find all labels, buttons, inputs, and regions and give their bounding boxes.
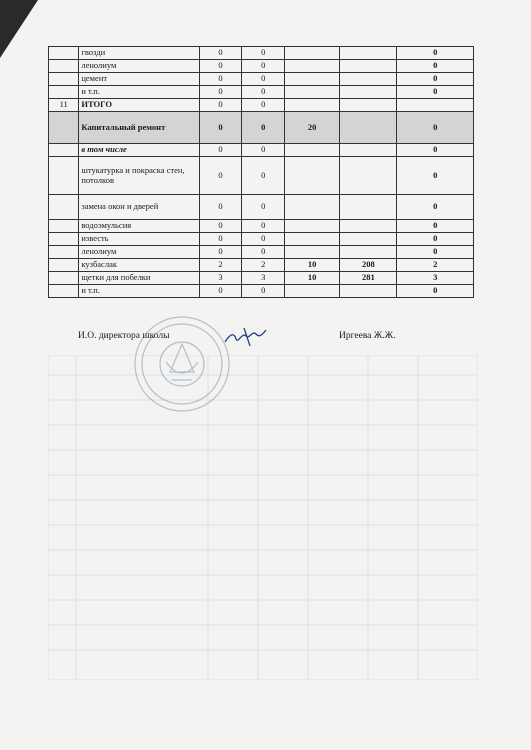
value-d-cell: 281 [340,272,397,285]
value-d-cell [340,246,397,259]
value-c-cell [285,86,340,99]
item-name-cell: ленолиум [79,60,199,73]
value-a-cell: 0 [199,86,242,99]
table-body [49,47,474,298]
row-number-cell [49,220,79,233]
value-e-cell [397,99,474,112]
value-a-cell: 0 [199,47,242,60]
value-a-cell: 0 [199,195,242,220]
row-number-cell [49,144,79,157]
value-a-cell: 0 [199,73,242,86]
item-name-cell: в том числе [79,144,199,157]
value-e-cell: 0 [397,73,474,86]
value-b-cell: 0 [242,60,285,73]
row-number-cell [49,259,79,272]
value-b-cell: 3 [242,272,285,285]
value-d-cell [340,220,397,233]
value-e-cell: 0 [397,246,474,259]
table-row [49,112,474,144]
item-name-cell: Капитальный ремонт [79,112,199,144]
value-b-cell: 0 [242,86,285,99]
item-name-cell: замена окон и дверей [79,195,199,220]
table-row [49,220,474,233]
row-number-cell [49,86,79,99]
row-number-cell [49,73,79,86]
table-row [49,144,474,157]
value-b-cell: 0 [242,99,285,112]
value-c-cell [285,73,340,86]
value-d-cell [340,233,397,246]
value-c-cell [285,246,340,259]
table-row [49,60,474,73]
value-a-cell: 0 [199,144,242,157]
value-d-cell [340,144,397,157]
value-a-cell: 0 [199,99,242,112]
row-number-cell [49,246,79,259]
row-number-cell [49,195,79,220]
value-a-cell: 0 [199,157,242,195]
value-a-cell: 3 [199,272,242,285]
value-c-cell [285,233,340,246]
value-d-cell [340,157,397,195]
value-e-cell: 0 [397,86,474,99]
table-row [49,86,474,99]
value-d-cell [340,73,397,86]
table-row [49,259,474,272]
value-c-cell [285,99,340,112]
item-name-cell: и т.п. [79,285,199,298]
table-row [49,99,474,112]
value-e-cell: 0 [397,144,474,157]
bleed-through-table [48,355,478,680]
value-d-cell [340,60,397,73]
value-b-cell: 0 [242,246,285,259]
row-number-cell [49,272,79,285]
value-d-cell [340,99,397,112]
value-e-cell: 0 [397,47,474,60]
value-a-cell: 0 [199,112,242,144]
value-b-cell: 0 [242,233,285,246]
handwritten-signature [222,324,270,350]
table-row [49,285,474,298]
value-c-cell [285,60,340,73]
materials-table [48,46,474,298]
value-a-cell: 0 [199,233,242,246]
value-c-cell [285,285,340,298]
table-row [49,272,474,285]
row-number-cell [49,285,79,298]
signatory-position: И.О. директора школы [78,331,170,341]
row-number-cell [49,60,79,73]
value-b-cell: 0 [242,285,285,298]
table-row [49,47,474,60]
value-d-cell: 208 [340,259,397,272]
value-c-cell: 20 [285,112,340,144]
value-e-cell: 0 [397,233,474,246]
value-b-cell: 0 [242,220,285,233]
item-name-cell: штукатурка и покраска стен, потолков [79,157,199,195]
value-d-cell [340,112,397,144]
value-c-cell [285,144,340,157]
value-c-cell [285,195,340,220]
value-c-cell: 10 [285,272,340,285]
table-row [49,233,474,246]
official-seal [132,314,232,414]
value-b-cell: 0 [242,195,285,220]
value-a-cell: 0 [199,220,242,233]
row-number-cell [49,157,79,195]
item-name-cell: ленолиум [79,246,199,259]
row-number-cell: 11 [49,99,79,112]
value-b-cell: 0 [242,47,285,60]
item-name-cell: гвозди [79,47,199,60]
value-c-cell: 10 [285,259,340,272]
value-d-cell [340,195,397,220]
table-row [49,246,474,259]
folded-corner [0,0,38,58]
value-c-cell [285,220,340,233]
value-e-cell: 2 [397,259,474,272]
value-e-cell: 0 [397,60,474,73]
value-e-cell: 0 [397,285,474,298]
item-name-cell: кузбаслак [79,259,199,272]
value-b-cell: 0 [242,157,285,195]
item-name-cell: водоэмульсия [79,220,199,233]
value-e-cell: 3 [397,272,474,285]
value-e-cell: 0 [397,220,474,233]
item-name-cell: щетки для побелки [79,272,199,285]
value-a-cell: 2 [199,259,242,272]
table-row [49,157,474,195]
row-number-cell [49,233,79,246]
item-name-cell: известь [79,233,199,246]
signatory-name: Иргеева Ж.Ж. [339,331,396,341]
table-row [49,195,474,220]
value-e-cell: 0 [397,195,474,220]
value-a-cell: 0 [199,246,242,259]
item-name-cell: и т.п. [79,86,199,99]
value-e-cell: 0 [397,157,474,195]
value-a-cell: 0 [199,60,242,73]
table-row [49,73,474,86]
value-b-cell: 2 [242,259,285,272]
value-c-cell [285,157,340,195]
row-number-cell [49,112,79,144]
value-b-cell: 0 [242,73,285,86]
value-c-cell [285,47,340,60]
value-d-cell [340,86,397,99]
item-name-cell: ИТОГО [79,99,199,112]
value-b-cell: 0 [242,144,285,157]
item-name-cell: цемент [79,73,199,86]
row-number-cell [49,47,79,60]
value-d-cell [340,285,397,298]
value-d-cell [340,47,397,60]
value-a-cell: 0 [199,285,242,298]
value-e-cell: 0 [397,112,474,144]
value-b-cell: 0 [242,112,285,144]
